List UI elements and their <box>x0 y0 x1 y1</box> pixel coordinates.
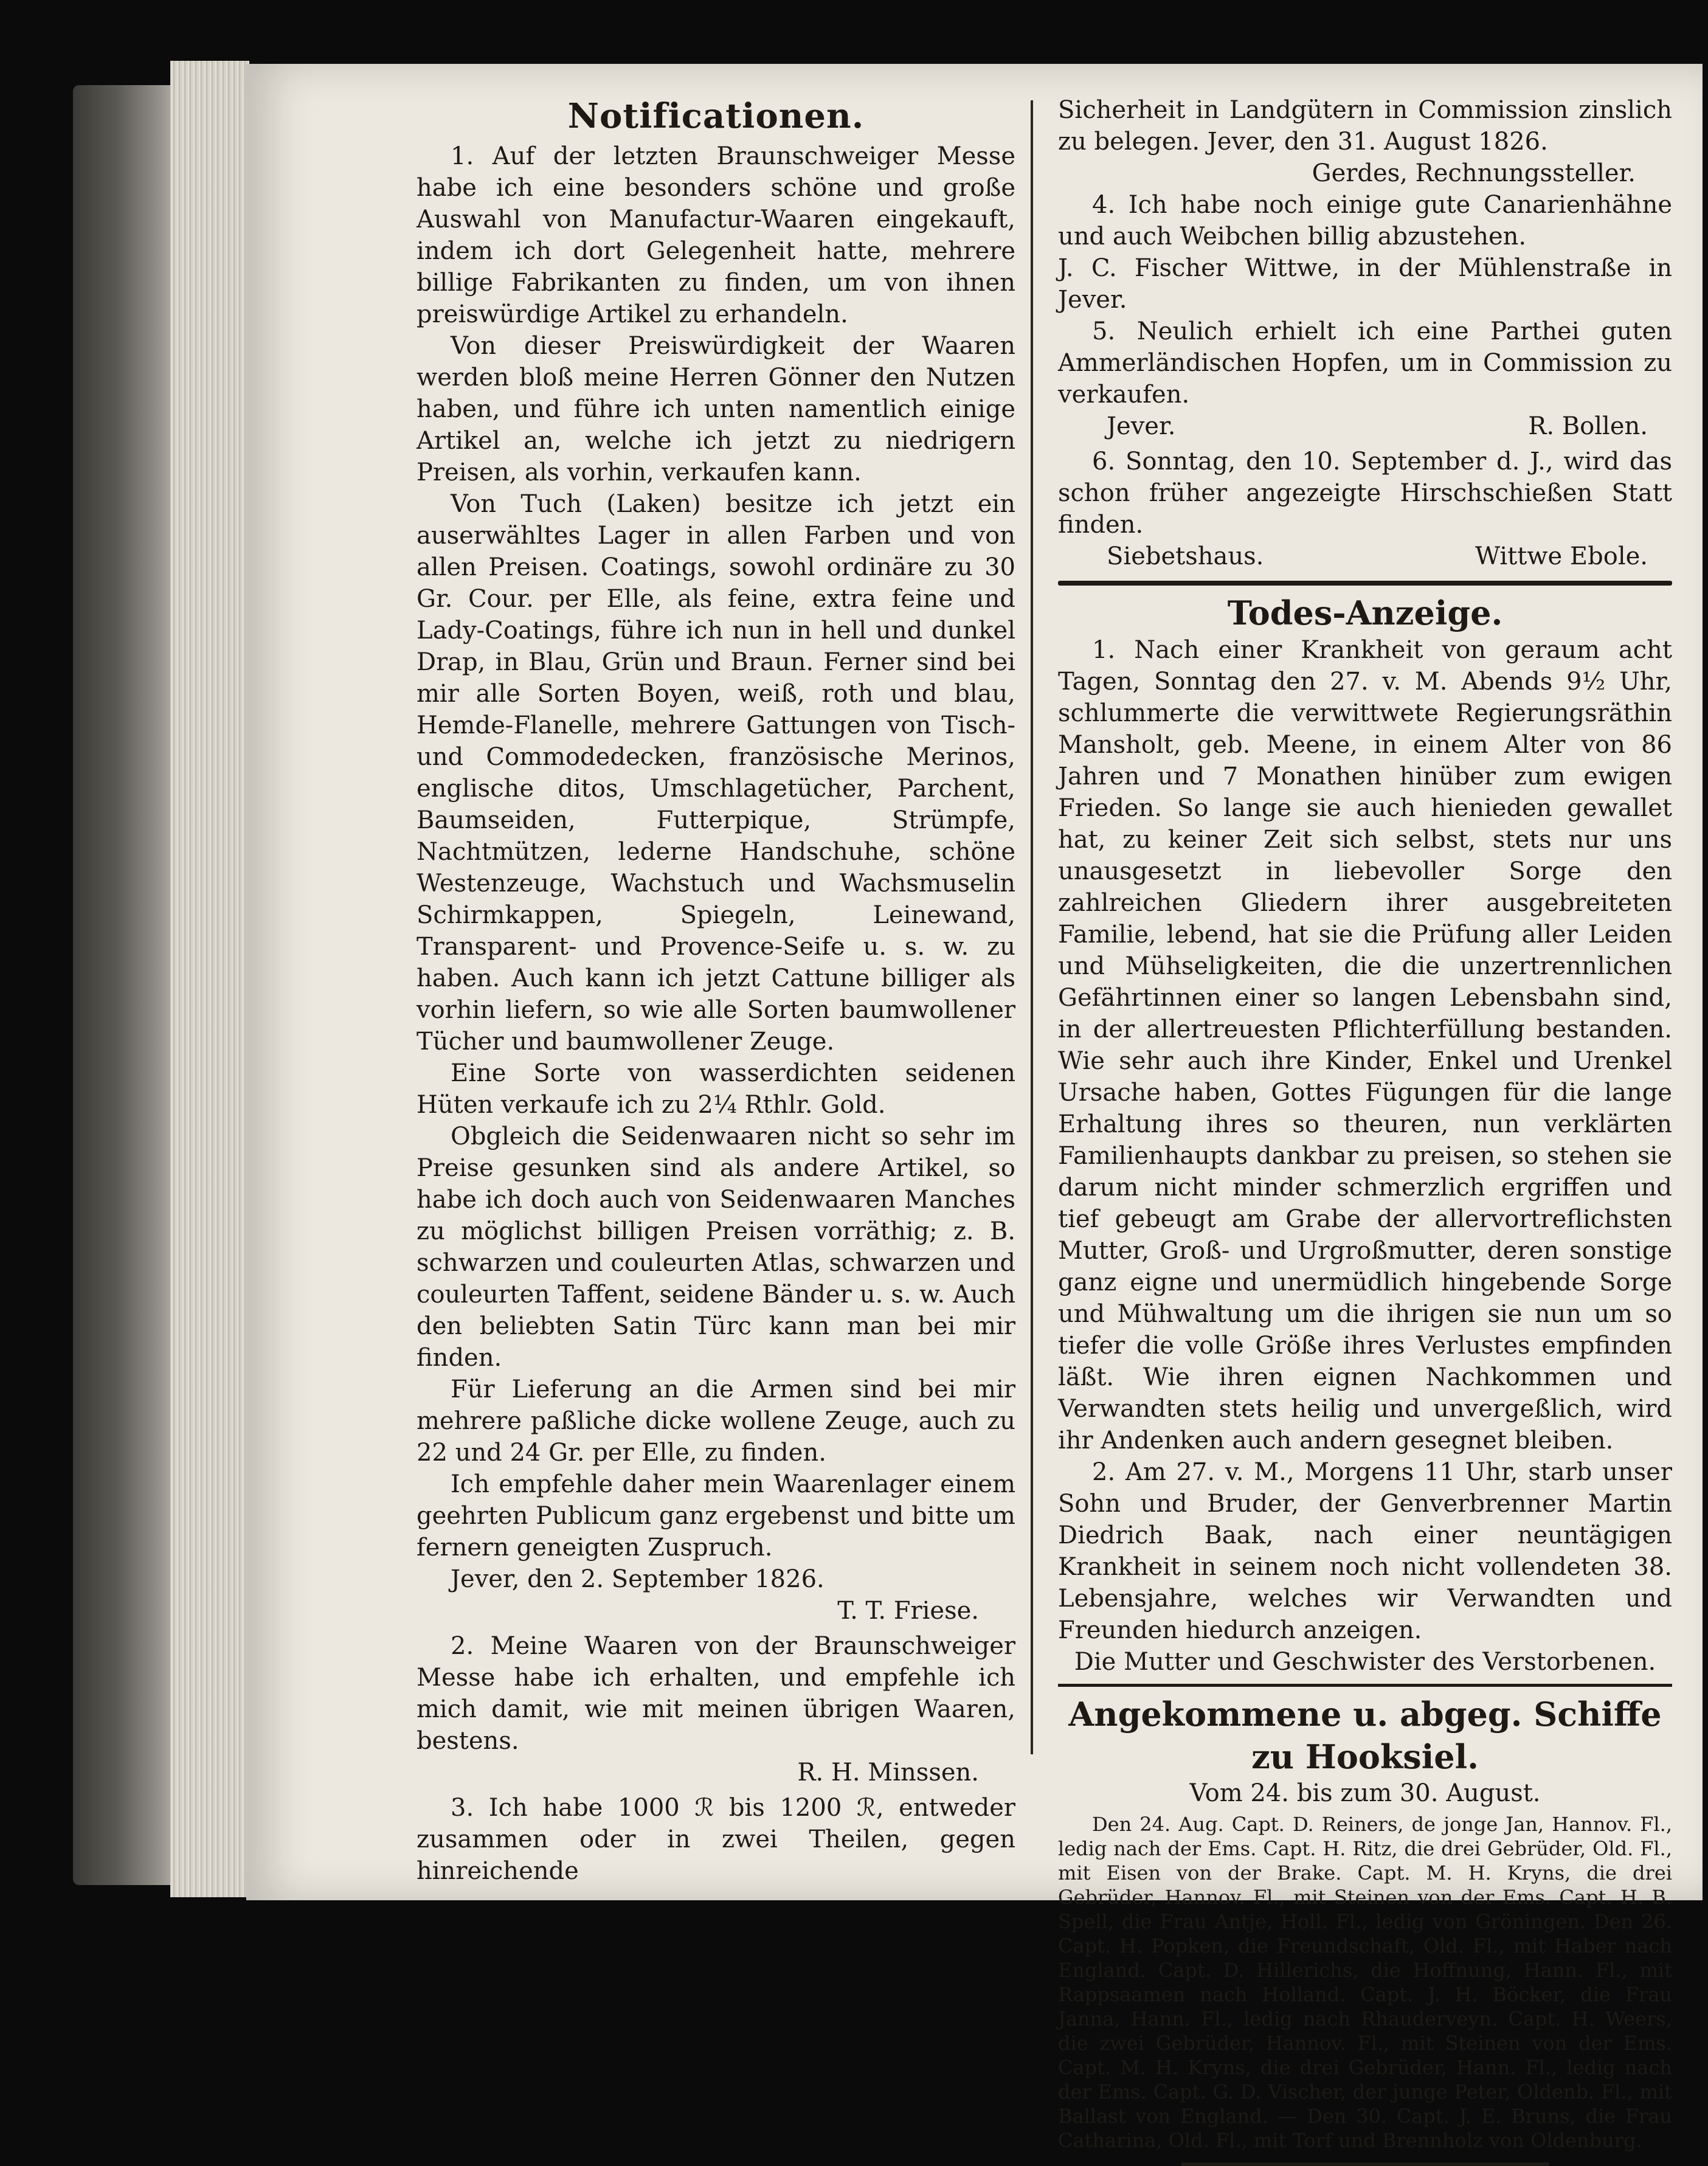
notice-5-place: Jever. <box>1107 412 1176 440</box>
notice-5-text: 5. Neulich erhielt ich eine Parthei guten Ammerländischen Hopfen, um in Commission zu verkaufen. <box>1058 317 1672 409</box>
book-spine-edge <box>73 85 182 1885</box>
right-column <box>1058 94 1672 2166</box>
section-rule-1 <box>1058 581 1672 586</box>
notice-1-paragraph-7: Ich empfehle daher mein Waarenlager einem geehrten Publicum ganz ergebenst und bitte um fernern geneigten Zuspruch. <box>417 1470 1015 1562</box>
left-column <box>417 94 1015 1887</box>
notice-6-text: 6. Sonntag, den 10. September d. J., wird das schon früher angezeigte Hirschschießen Statt finden. <box>1058 448 1672 539</box>
notice-1-paragraph-2: Von dieser Preiswürdigkeit der Waaren werden bloß meine Herren Gönner den Nutzen haben, und führe ich unten namentlich einige Artikel an, welche ich jetzt zu niedrigern Preisen, als vorhin, verkaufen kann. <box>417 332 1015 486</box>
notice-2-text: 2. Meine Waaren von der Braunschweiger Messe habe ich erhalten, und empfehle ich mich damit, wie mit meinen übrigen Waaren, bestens. <box>417 1632 1015 1755</box>
notice-3-continued: Sicherheit in Landgütern in Commission zinslich zu belegen. Jever, den 31. August 1826. <box>1058 96 1672 156</box>
notice-2-signature: R. H. Minssen. <box>797 1759 979 1787</box>
ships-subheading: Vom 24. bis zum 30. August. <box>1189 1779 1541 1807</box>
notice-6-signrow <box>1058 541 1672 572</box>
notice-1-paragraph-4: Eine Sorte von wasserdichten seidenen Hüten verkaufe ich zu 2¼ Rthlr. Gold. <box>417 1059 1015 1119</box>
notice-3-text: 3. Ich habe 1000 ℛ bis 1200 ℛ, entweder zusammen oder in zwei Theilen, gegen hinreichende <box>417 1794 1015 1885</box>
notifications-heading: Notificationen. <box>567 96 865 136</box>
death-notice-2: 2. Am 27. v. M., Morgens 11 Uhr, starb unser Sohn und Bruder, der Genverbrenner Martin Diedrich Baak, nach einer neuntägigen Krankheit in seinem noch nicht vollendeten 38. Lebensjahre, welches wir Verwandten und Freunden hiedurch anzeigen. <box>1058 1458 1672 1644</box>
notice-1-paragraph-3: Von Tuch (Laken) besitze ich jetzt ein auserwähltes Lager in allen Farben und von allen Preisen. Coatings, sowohl ordinäre zu 30 Gr. Cour. per Elle, als feine, extra feine und Lady-Coatings, führe ich nun in hell und dunkel Drap, in Blau, Grün und Braun. Ferner sind bei mir alle Sorten Boyen, weiß, roth und blau, Hemde-Flanelle, mehrere Gattungen von Tisch- und Commodedecken, französische Merinos, englische ditos, Umschlagetücher, Parchent, Baumseiden, Futterpique, Strümpfe, Nachtmützen, lederne Handschuhe, schöne Westenzeuge, Wachstuch und Wachsmuselin Schirmkappen, Spiegeln, Leinewand, Transparent- und Provence-Seife u. s. w. zu haben. Auch kann ich jetzt Cattune billiger als vorhin liefern, so wie alle Sorten baumwollener Tücher und baumwollener Zeuge. <box>417 490 1015 1056</box>
notice-5-signature: R. Bollen. <box>1528 412 1648 440</box>
death-notice-1: 1. Nach einer Krankheit von geraum acht Tagen, Sonntag den 27. v. M. Abends 9½ Uhr, schlummerte die verwittwete Regierungsräthin Mansholt, geb. Meene, in einem Alter von 86 Jahren und 7 Monathen hinüber zum ewigen Frieden. So lange sie auch hienieden gewallet hat, zu keiner Zeit sich selbst, stets nur uns unausgesetzt in liebevoller Sorge den zahlreichen Gliedern ihrer ausgebreiteten Familie, lebend, hat sie die Prüfung aller Leiden und Mühseligkeiten, die die unzertrennlichen Gefährtinnen einer so langen Lebensbahn sind, in der allertreuesten Pflichterfüllung bestanden. Wie sehr auch ihre Kinder, Enkel und Urenkel Ursache haben, Gottes Fügungen für die lange Erhaltung ihres so theuren, nun verklärten Familienhaupts dankbar zu preisen, so stehen sie darum nicht minder schmerzlich ergriffen und tief gebeugt am Grabe der allervortreflichsten Mutter, Groß- und Urgroßmutter, deren sonstige ganz eigne und unermüdlich hingebende Sorge und Mühwaltung um die ihrigen sie nun um so tiefer die volle Größe ihres Verlustes empfinden läßt. Wie ihren eignen Nachkommen und Verwandten stets heilig und unvergeßlich, wird ihr Andenken auch andern gesegnet bleiben. <box>1058 636 1672 1455</box>
section-rule-2 <box>1058 1684 1672 1687</box>
ships-heading: Angekommene u. abgeg. Schiffe zu Hooksiel. <box>1068 1695 1662 1776</box>
notice-1-intro: 1. Auf der letzten Braunschweiger Messe habe ich eine besonders schöne und große Auswahl von Manufactur-Waaren eingekauft, indem ich dort Gelegenheit hatte, mehrere billige Fabrikanten zu finden, um von ihnen preiswürdige Artikel zu erhandeln. <box>417 142 1015 328</box>
notice-6-signature: Wittwe Ebole. <box>1475 542 1648 570</box>
death-notice-heading: Todes-Anzeige. <box>1227 593 1503 632</box>
notice-1-date: Jever, den 2. September 1826. <box>451 1565 825 1593</box>
notice-1-signature: T. T. Friese. <box>837 1597 979 1625</box>
ships-list: Den 24. Aug. Capt. D. Reiners, de jonge Jan, Hannov. Fl., ledig nach der Ems. Capt. H. Ritz, die drei Gebrüder, Old. Fl., mit Eisen von der Brake. Capt. M. H. Kryns, die drei Gebrüder, Hannov. Fl., mit Steinen von der Ems. Capt. H. B. Spell, die Frau Antje, Holl. Fl., ledig von Gröningen. Den 26. Capt. H. Popken, die Freundschaft, Old. Fl., mit Haber nach England. Capt. D. Hillerichs, die Hoffnung, Hann. Fl., mit Rappsaamen nach Holland. Capt. J. H. Böcker, die Frau Janna, Hann. Fl., ledig nach Rhauderveyn. Capt. H. Weers, die zwei Gebrüder, Hannov. Fl., mit Steinen von der Ems. Capt. M. H. Kryns, die drei Gebrüder, Hann. Fl., ledig nach der Ems. Capt. G. D. Vischer, der junge Peter, Oldenb. Fl., mit Ballast von England. — Den 30. Capt. J. E. Bruns, die Frau Catharina, Old. Fl., mit Torf und Brennholz von Oldenburg. <box>1058 1813 1672 2152</box>
notice-4-text: 4. Ich habe noch einige gute Canarienhähne und auch Weibchen billig abzustehen. <box>1058 191 1672 251</box>
closing-rule <box>1181 2162 1549 2166</box>
death-notice-2-signature: Die Mutter und Geschwister des Verstorbenen. <box>1074 1648 1656 1676</box>
notice-3-signature: Gerdes, Rechnungssteller. <box>1312 159 1636 187</box>
notice-4-signature: J. C. Fischer Wittwe, in der Mühlenstraße in Jever. <box>1058 254 1672 314</box>
newspaper-page <box>246 64 1703 2152</box>
notice-5-signrow <box>1058 410 1672 442</box>
notice-1-paragraph-6: Für Lieferung an die Armen sind bei mir mehrere paßliche dicke wollene Zeuge, auch zu 22 und 24 Gr. per Elle, zu finden. <box>417 1375 1015 1467</box>
page-stack <box>170 61 249 1897</box>
notice-1-paragraph-5: Obgleich die Seidenwaaren nicht so sehr im Preise gesunken sind als andere Artikel, so habe ich doch auch von Seidenwaaren Manches zu möglichst billigen Preisen vorräthig; z. B. schwarzen und couleurten Atlas, schwarzen und couleurten Taffent, seidene Bänder u. s. w. Auch den beliebten Satin Türc kann man bei mir finden. <box>417 1123 1015 1372</box>
notice-6-place: Siebetshaus. <box>1107 542 1264 570</box>
column-divider <box>1031 100 1033 1754</box>
